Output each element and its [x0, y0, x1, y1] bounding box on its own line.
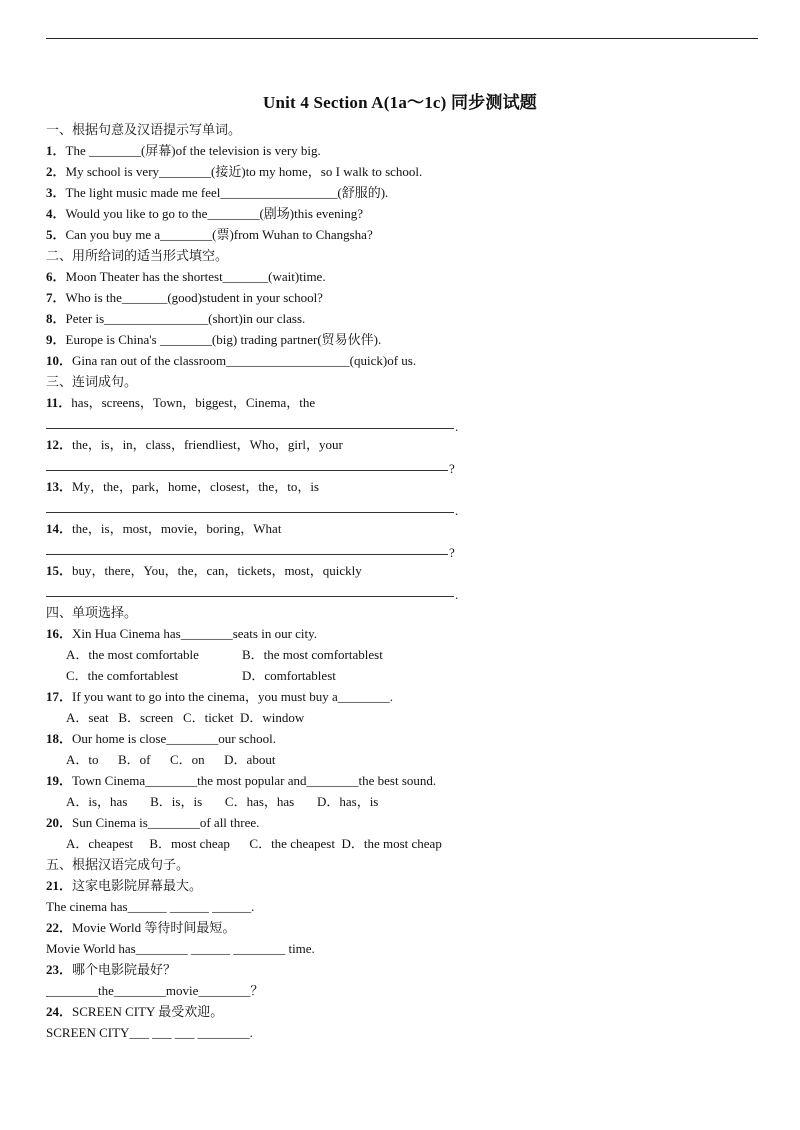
question-number: 7． [46, 290, 66, 305]
question-text: If you want to go into the cinema，you must buy a________. [72, 689, 393, 704]
question-number: 2． [46, 164, 66, 179]
question-text: 哪个电影院最好？ [72, 962, 177, 977]
question-text: Sun Cinema is________of all three. [72, 815, 260, 830]
question-3 [46, 182, 758, 203]
end-punctuation: ? [449, 545, 455, 560]
question-18 [46, 728, 758, 749]
answer-24[interactable]: SCREEN CITY___ ___ ___ ________. [46, 1025, 253, 1040]
option-a[interactable]: A．the most comfortable [66, 647, 199, 662]
answer-rule [46, 554, 448, 555]
question-number: 23． [46, 962, 73, 977]
section-heading-3: 三、连词成句。 [46, 374, 138, 389]
end-punctuation: . [455, 419, 459, 434]
options-18[interactable]: A．to B．of C．on D．about [66, 752, 276, 767]
question-6 [46, 266, 758, 287]
question-number: 19． [46, 773, 73, 788]
options-16-row-1 [46, 644, 758, 665]
question-20 [46, 812, 758, 833]
question-number: 15． [46, 563, 73, 578]
question-number: 8． [46, 311, 66, 326]
question-text: Peter is________________(short)in our class. [65, 311, 306, 326]
question-10 [46, 350, 758, 371]
options-17[interactable]: A．seat B．screen C．ticket D．window [66, 710, 305, 725]
question-21 [46, 875, 758, 896]
question-number: 3． [46, 185, 66, 200]
question-text: SCREEN CITY 最受欢迎。 [72, 1004, 224, 1019]
options-20[interactable]: A．cheapest B．most cheap C．the cheapest D．the most cheap [66, 836, 442, 851]
answer-23[interactable]: ________the________movie________？ [46, 983, 264, 998]
answer-22[interactable]: Movie World has________ ______ ________ time. [46, 941, 315, 956]
question-13 [46, 476, 758, 497]
option-c[interactable]: C．the comfortablest [66, 668, 179, 683]
answer-line-12[interactable] [46, 455, 758, 476]
question-text: 这家电影院屏幕最大。 [72, 878, 203, 893]
question-2 [46, 161, 758, 182]
question-text: buy，there，You，the，can，tickets，most，quickly [72, 563, 362, 578]
question-number: 17． [46, 689, 73, 704]
question-14 [46, 518, 758, 539]
section-heading-1: 一、根据句意及汉语提示写单词。 [46, 122, 242, 137]
question-number: 12． [46, 437, 73, 452]
question-text: Our home is close________our school. [72, 731, 277, 746]
question-24 [46, 1001, 758, 1022]
question-5 [46, 224, 758, 245]
answer-rule [46, 428, 454, 429]
answer-rule [46, 470, 448, 471]
answer-rule [46, 512, 454, 513]
options-16-row-2 [46, 665, 758, 686]
answer-21[interactable]: The cinema has______ ______ ______. [46, 899, 255, 914]
question-number: 10． [46, 353, 73, 368]
question-text: has，screens，Town，biggest，Cinema，the [71, 395, 316, 410]
question-text: Would you like to go to the________(剧场)this evening? [65, 206, 364, 221]
section-heading-2: 二、用所给词的适当形式填空。 [46, 248, 229, 263]
section-heading-4: 四、单项选择。 [46, 605, 138, 620]
end-punctuation: ? [449, 461, 455, 476]
worksheet-body [46, 119, 758, 1043]
end-punctuation: . [455, 503, 459, 518]
answer-line-13[interactable] [46, 497, 758, 518]
question-text: the，is，most，movie，boring，What [72, 521, 282, 536]
question-number: 14． [46, 521, 73, 536]
question-8 [46, 308, 758, 329]
question-text: the，is，in，class，friendliest，Who，girl，your [72, 437, 343, 452]
question-text: My school is very________(接近)to my home，so I walk to school. [65, 164, 423, 179]
question-7 [46, 287, 758, 308]
question-11 [46, 392, 758, 413]
question-9 [46, 329, 758, 350]
question-number: 24． [46, 1004, 73, 1019]
question-number: 9． [46, 332, 66, 347]
question-text: Moon Theater has the shortest_______(wait)time. [65, 269, 326, 284]
answer-line-11[interactable] [46, 413, 758, 434]
question-4 [46, 203, 758, 224]
question-16 [46, 623, 758, 644]
question-12 [46, 434, 758, 455]
question-number: 1． [46, 143, 66, 158]
question-text: My，the，park，home，closest，the，to，is [72, 479, 319, 494]
question-1 [46, 140, 758, 161]
question-number: 21． [46, 878, 73, 893]
question-number: 6． [46, 269, 66, 284]
option-b[interactable]: B．the most comfortablest [242, 647, 383, 662]
question-number: 13． [46, 479, 73, 494]
question-text: Gina ran out of the classroom___________________(quick)of us. [72, 353, 417, 368]
question-number: 18． [46, 731, 73, 746]
section-heading-5: 五、根据汉语完成句子。 [46, 857, 190, 872]
question-text: The light music made me feel__________________(舒服的). [65, 185, 389, 200]
question-text: Movie World 等待时间最短。 [72, 920, 236, 935]
question-text: The ________(屏幕)of the television is very big. [65, 143, 321, 158]
options-19[interactable]: A．is，has B．is，is C．has，has D．has，is [66, 794, 379, 809]
question-text: Town Cinema________the most popular and________the best sound. [72, 773, 437, 788]
answer-line-14[interactable] [46, 539, 758, 560]
header-rule [46, 38, 758, 39]
question-number: 22． [46, 920, 73, 935]
option-d[interactable]: D．comfortablest [242, 668, 336, 683]
question-number: 5． [46, 227, 66, 242]
question-text: Can you buy me a________(票)from Wuhan to Changsha? [65, 227, 373, 242]
answer-line-15[interactable] [46, 581, 758, 602]
question-number: 4． [46, 206, 66, 221]
question-number: 11． [46, 395, 72, 410]
question-17 [46, 686, 758, 707]
question-text: Europe is China's ________(big) trading partner(贸易伙伴). [65, 332, 382, 347]
question-15 [46, 560, 758, 581]
question-number: 20． [46, 815, 73, 830]
end-punctuation: . [455, 587, 459, 602]
question-number: 16． [46, 626, 73, 641]
question-22 [46, 917, 758, 938]
question-text: Xin Hua Cinema has________seats in our city. [72, 626, 318, 641]
question-23 [46, 959, 758, 980]
question-19 [46, 770, 758, 791]
answer-rule [46, 596, 454, 597]
page-title: Unit 4 Section A(1a～1c) 同步测试题 [262, 93, 537, 112]
question-text: Who is the_______(good)student in your school? [65, 290, 323, 305]
